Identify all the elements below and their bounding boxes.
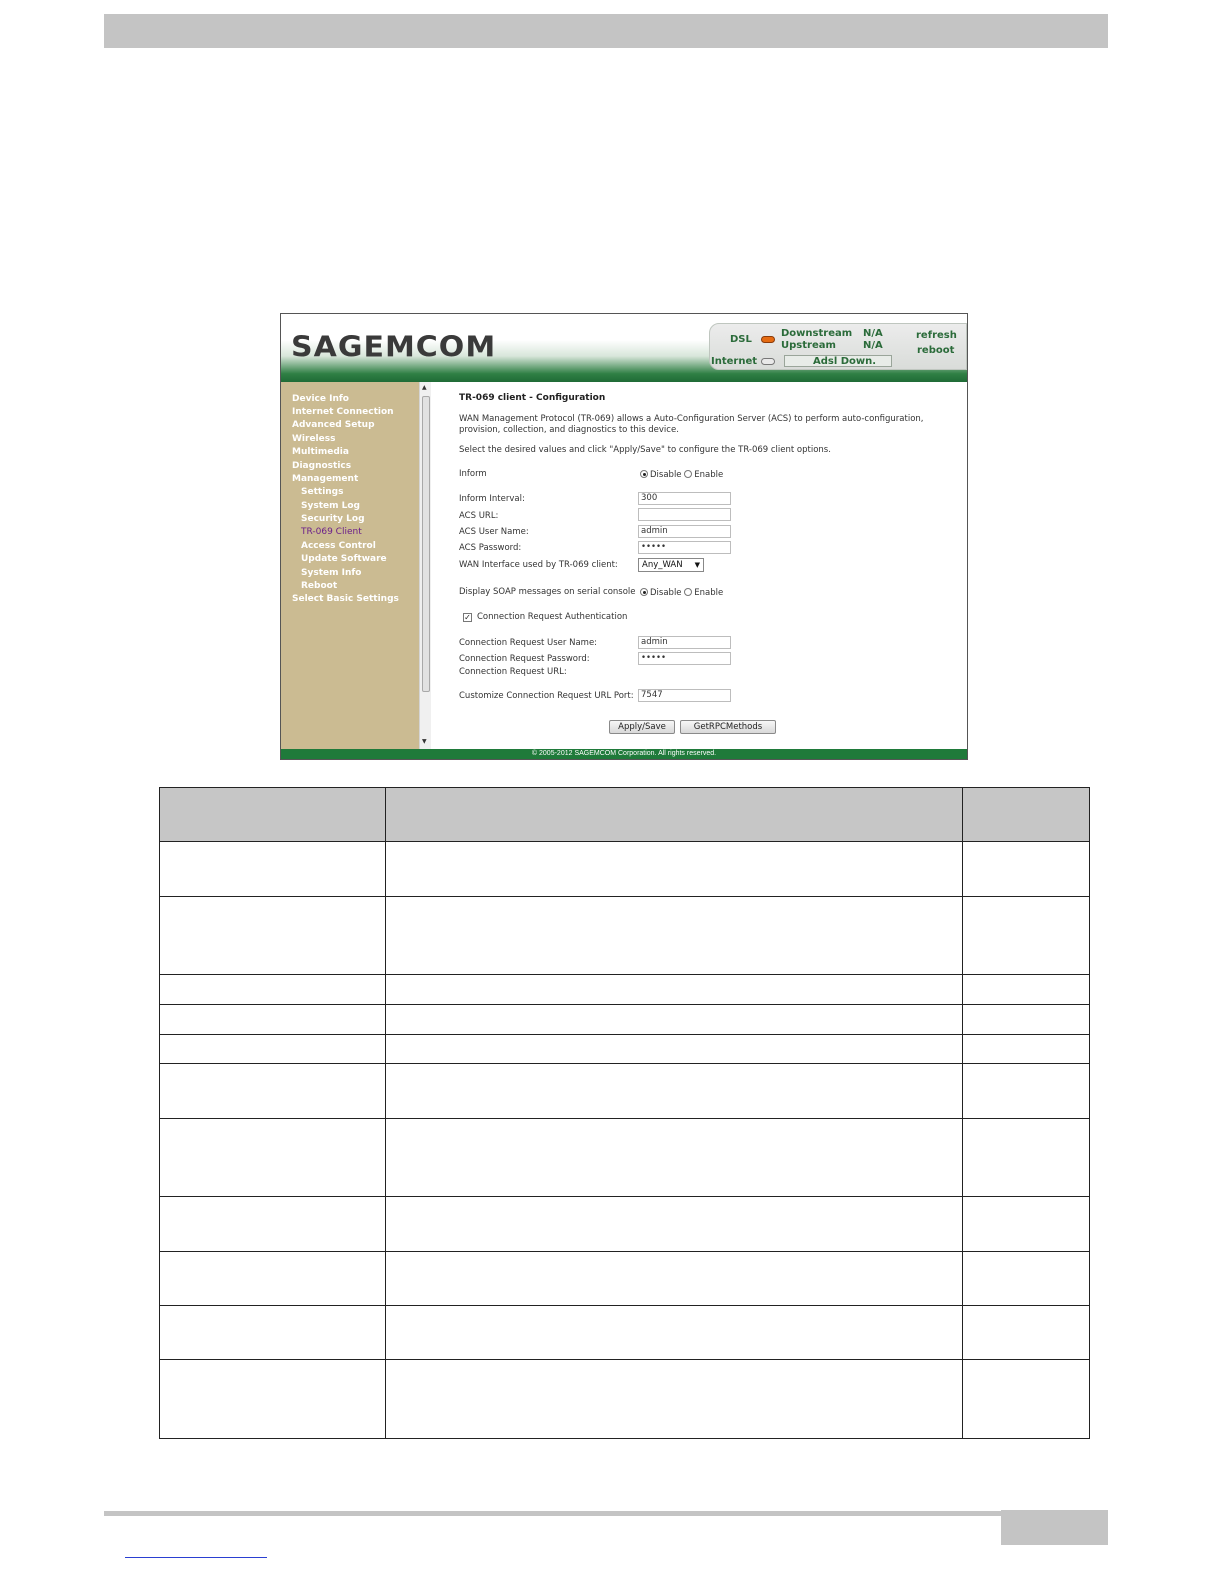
wan-interface-value: Any_WAN xyxy=(642,560,683,570)
reboot-link[interactable]: reboot xyxy=(917,345,955,356)
table-header-cell xyxy=(963,788,1090,842)
inform-interval-label: Inform Interval: xyxy=(459,494,525,504)
sidebar-item-internet-connection[interactable]: Internet Connection xyxy=(292,407,394,417)
upstream-value: N/A xyxy=(863,340,883,351)
inform-label: Inform xyxy=(459,469,487,479)
table-cell xyxy=(160,1119,386,1197)
sidebar-item-access-control[interactable]: Access Control xyxy=(301,541,376,551)
conn-user-label: Connection Request User Name: xyxy=(459,638,598,648)
apply-save-button[interactable]: Apply/Save xyxy=(609,720,675,734)
table-cell xyxy=(160,1005,386,1035)
adsl-status-bar xyxy=(784,355,892,367)
table-cell xyxy=(963,975,1090,1005)
inform-enable-radio[interactable] xyxy=(684,470,692,478)
table-cell xyxy=(385,1197,962,1252)
conn-password-label: Connection Request Password: xyxy=(459,654,590,664)
downstream-label: Downstream xyxy=(781,328,853,339)
soap-radio-group xyxy=(640,588,723,599)
scroll-up-icon[interactable]: ▲ xyxy=(422,384,427,391)
table-row xyxy=(160,975,1090,1005)
inform-radio-group xyxy=(640,470,723,481)
table-cell xyxy=(160,842,386,897)
acs-password-input[interactable]: ••••• xyxy=(638,541,731,554)
acs-url-label: ACS URL: xyxy=(459,511,499,521)
wan-interface-select[interactable] xyxy=(638,558,704,572)
internet-label: Internet xyxy=(711,356,758,367)
soap-disable-label: Disable xyxy=(650,588,682,598)
table-cell xyxy=(963,1306,1090,1360)
table-cell xyxy=(385,1252,962,1306)
table-cell xyxy=(385,897,962,975)
table-header-row xyxy=(160,788,1090,842)
custom-port-label: Customize Connection Request URL Port: xyxy=(459,691,634,701)
sidebar-item-system-log[interactable]: System Log xyxy=(301,501,360,511)
table-cell xyxy=(963,1119,1090,1197)
sidebar-item-device-info[interactable]: Device Info xyxy=(292,394,349,404)
custom-port-input[interactable]: 7547 xyxy=(638,689,731,702)
table-cell xyxy=(160,1252,386,1306)
page-number-box xyxy=(1001,1510,1108,1545)
soap-enable-label: Enable xyxy=(694,588,724,598)
sidebar-item-wireless[interactable]: Wireless xyxy=(292,434,336,444)
table-row xyxy=(160,1252,1090,1306)
table-cell xyxy=(385,1064,962,1119)
soap-label: Display SOAP messages on serial console xyxy=(459,587,636,597)
table-cell xyxy=(963,1005,1090,1035)
conn-auth-checkbox[interactable]: ✓ xyxy=(464,613,471,622)
table-cell xyxy=(385,1005,962,1035)
router-footer: © 2005-2012 SAGEMCOM Corporation. All rights reserved. xyxy=(281,749,967,759)
downstream-value: N/A xyxy=(863,328,883,339)
table-row xyxy=(160,1360,1090,1439)
sidebar-item-settings[interactable]: Settings xyxy=(301,487,344,497)
dsl-led-icon xyxy=(761,336,775,343)
table-cell xyxy=(963,1035,1090,1064)
page-title: TR-069 client - Configuration xyxy=(459,393,606,403)
table-cell xyxy=(963,1360,1090,1439)
acs-password-label: ACS Password: xyxy=(459,543,522,553)
sagemcom-logo: SAGEMCOM xyxy=(291,330,497,365)
adsl-status-text: Adsl Down. xyxy=(813,356,877,367)
soap-enable-radio[interactable] xyxy=(684,588,692,596)
content-panel xyxy=(431,382,967,749)
conn-auth-label: Connection Request Authentication xyxy=(477,612,628,622)
table-header-cell xyxy=(160,788,386,842)
table-cell xyxy=(160,1035,386,1064)
intro-line-1: WAN Management Protocol (TR-069) allows a Auto-Configuration Server (ACS) to perform auto-configuration, xyxy=(459,414,924,424)
table-cell xyxy=(385,975,962,1005)
parameter-table xyxy=(159,787,1090,1439)
internet-led-icon xyxy=(761,358,775,365)
table-cell xyxy=(385,1360,962,1439)
table-row xyxy=(160,897,1090,975)
table-cell xyxy=(160,1064,386,1119)
table-cell xyxy=(385,842,962,897)
sidebar-item-diagnostics[interactable]: Diagnostics xyxy=(292,461,352,471)
sidebar-item-multimedia[interactable]: Multimedia xyxy=(292,447,349,457)
sidebar-item-update-software[interactable]: Update Software xyxy=(301,554,387,564)
table-cell xyxy=(385,1119,962,1197)
table-cell xyxy=(963,842,1090,897)
table-cell xyxy=(160,1306,386,1360)
table-row xyxy=(160,1005,1090,1035)
inform-disable-label: Disable xyxy=(650,470,682,480)
acs-user-input[interactable]: admin xyxy=(638,525,731,538)
sidebar-menu xyxy=(281,382,419,749)
table-cell xyxy=(963,1064,1090,1119)
chevron-down-icon: ▼ xyxy=(694,561,700,569)
wan-interface-label: WAN Interface used by TR-069 client: xyxy=(459,560,618,570)
soap-disable-radio[interactable] xyxy=(640,588,648,596)
dsl-label: DSL xyxy=(730,334,752,345)
footer-line xyxy=(104,1511,1001,1516)
refresh-link[interactable]: refresh xyxy=(916,330,957,341)
header-band xyxy=(104,14,1108,48)
table-cell xyxy=(963,1197,1090,1252)
table-row xyxy=(160,842,1090,897)
table-row xyxy=(160,1035,1090,1064)
upstream-label: Upstream xyxy=(781,340,836,351)
table-row xyxy=(160,1197,1090,1252)
table-cell xyxy=(963,1252,1090,1306)
sidebar-item-management[interactable]: Management xyxy=(292,474,359,484)
instruction-text: Select the desired values and click "Apply/Save" to configure the TR-069 client options. xyxy=(459,445,831,455)
table-cell xyxy=(160,897,386,975)
sidebar-item-advanced-setup[interactable]: Advanced Setup xyxy=(292,420,375,430)
table-row xyxy=(160,1064,1090,1119)
table-header-cell xyxy=(385,788,962,842)
inform-disable-radio[interactable] xyxy=(640,470,648,478)
table-cell xyxy=(160,1360,386,1439)
intro-line-2: provision, collection, and diagnostics to this device. xyxy=(459,425,679,435)
sidebar-item-reboot[interactable]: Reboot xyxy=(301,581,338,591)
conn-url-label: Connection Request URL: xyxy=(459,667,567,677)
table-cell xyxy=(160,1197,386,1252)
table-cell xyxy=(385,1035,962,1064)
inform-interval-input[interactable]: 300 xyxy=(638,492,731,505)
router-header xyxy=(281,314,967,382)
sidebar-item-security-log[interactable]: Security Log xyxy=(301,514,365,524)
status-panel xyxy=(709,323,967,370)
acs-url-input[interactable] xyxy=(638,508,731,521)
inform-enable-label: Enable xyxy=(694,470,724,480)
conn-user-input[interactable]: admin xyxy=(638,636,731,649)
conn-password-input[interactable]: ••••• xyxy=(638,652,731,665)
table-cell xyxy=(963,897,1090,975)
table-row xyxy=(160,1306,1090,1360)
acs-user-label: ACS User Name: xyxy=(459,527,529,537)
sidebar-item-select-basic-settings[interactable]: Select Basic Settings xyxy=(292,594,399,604)
sidebar-item-system-info[interactable]: System Info xyxy=(301,568,362,578)
scrollbar-thumb[interactable] xyxy=(422,396,430,692)
get-rpc-methods-button[interactable]: GetRPCMethods xyxy=(680,720,776,734)
footer-link[interactable] xyxy=(125,1557,267,1558)
sidebar-item-tr069-client[interactable]: TR-069 Client xyxy=(301,527,362,537)
table-cell xyxy=(385,1306,962,1360)
table-row xyxy=(160,1119,1090,1197)
table-cell xyxy=(160,975,386,1005)
sidebar-scrollbar[interactable] xyxy=(419,382,431,749)
scroll-down-icon[interactable]: ▼ xyxy=(422,738,427,745)
router-screenshot xyxy=(280,313,968,760)
